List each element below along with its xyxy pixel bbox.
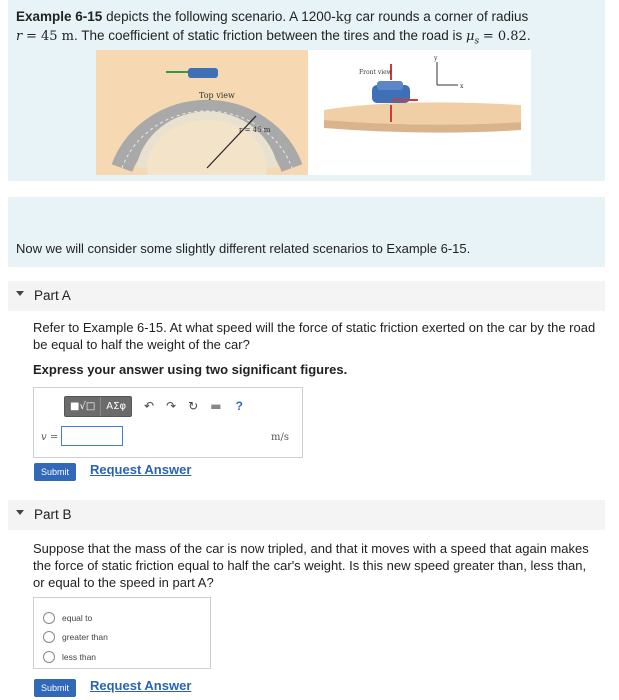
x-axis-label: x [460, 83, 464, 90]
radio-button[interactable] [43, 651, 55, 663]
figure-illustration [96, 50, 531, 175]
part-a-submit-button[interactable]: Submit [34, 463, 76, 481]
part-b-request-answer-link[interactable]: Request Answer [90, 678, 192, 693]
mu-value: = 0.82 [482, 29, 527, 44]
example-description: Example 6-15 depicts the following scenario. A 1200-kg car rounds a corner of radius r = 45 m. The coefficient of static friction between the tires and the road is $\mu_s = 0.82$. [16, 9, 531, 47]
option-greater-than[interactable] [43, 631, 108, 643]
undo-icon[interactable]: ↶ [144, 399, 155, 413]
mu-subscript: s [474, 36, 480, 47]
radius-value: = 45 m [25, 29, 75, 44]
part-b-submit-button[interactable]: Submit [34, 679, 76, 697]
part-a-label: Part A [34, 288, 71, 303]
radius-label: r = 45 m [239, 126, 271, 134]
part-b-label: Part B [34, 507, 72, 522]
part-a-instruction: Express your answer using two significant figures. [33, 362, 348, 377]
speed-variable-label: v = [41, 432, 59, 443]
top-view-label: Top view [199, 91, 235, 100]
collapse-caret-icon[interactable] [16, 510, 24, 515]
radius-variable: r [16, 29, 23, 44]
mu-symbol [466, 29, 480, 47]
intro-text-part-1: depicts the following scenario. A 1200- [106, 9, 336, 24]
greek-symbols-button[interactable]: ΑΣφ [106, 400, 127, 412]
option-label: equal to [62, 613, 93, 623]
math-toolbar [64, 396, 243, 416]
part-a-header[interactable] [8, 281, 605, 311]
radio-button[interactable] [43, 612, 55, 624]
template-button-group [64, 396, 132, 417]
keyboard-icon[interactable]: ▬ [210, 399, 222, 413]
top-view-diagram [96, 50, 308, 175]
reset-icon[interactable]: ↻ [188, 399, 199, 413]
related-scenarios-text: Now we will consider some slightly different related scenarios to Example 6-15. [16, 241, 471, 256]
units-label: m/s [271, 432, 289, 443]
answer-options-panel [33, 597, 211, 669]
speed-answer-input[interactable] [61, 426, 123, 446]
option-equal-to[interactable] [43, 612, 92, 624]
part-a-request-answer-link[interactable]: Request Answer [90, 462, 192, 477]
collapse-caret-icon[interactable] [16, 291, 24, 296]
part-b-header[interactable] [8, 500, 605, 530]
example-figure [96, 50, 531, 175]
example-intro-panel [8, 0, 605, 181]
front-view-label: Front view [359, 69, 392, 76]
mass-unit: kg [335, 10, 352, 25]
option-label: greater than [62, 632, 108, 642]
radio-button[interactable] [43, 631, 55, 643]
help-icon[interactable]: ? [235, 399, 243, 413]
answer-entry-panel [33, 387, 303, 458]
option-less-than[interactable] [43, 651, 96, 663]
front-view-diagram [321, 50, 531, 175]
intro-text-part-2: car rounds a corner of radius [355, 9, 529, 24]
part-a-question: Refer to Example 6-15. At what speed will the force of static friction exerted on the car by the road be equal to half the weight of the car? [33, 320, 596, 352]
y-axis-label: y [434, 55, 438, 62]
templates-button[interactable]: ■√□ [65, 397, 101, 416]
related-scenarios-panel [8, 197, 605, 267]
option-label: less than [62, 652, 97, 662]
redo-icon[interactable]: ↷ [166, 399, 177, 413]
mu-symbol-char: μ [466, 29, 475, 44]
intro-text-part-3: . The coefficient of static friction between the tires and the road is [74, 28, 463, 43]
part-b-question: Suppose that the mass of the car is now tripled, and that it moves with a speed that again makes the force of static friction equal to half the car's weight. Is this new speed greater than, less than, or equal to the speed in part A? [33, 541, 589, 590]
example-reference: Example 6-15 [16, 9, 103, 24]
